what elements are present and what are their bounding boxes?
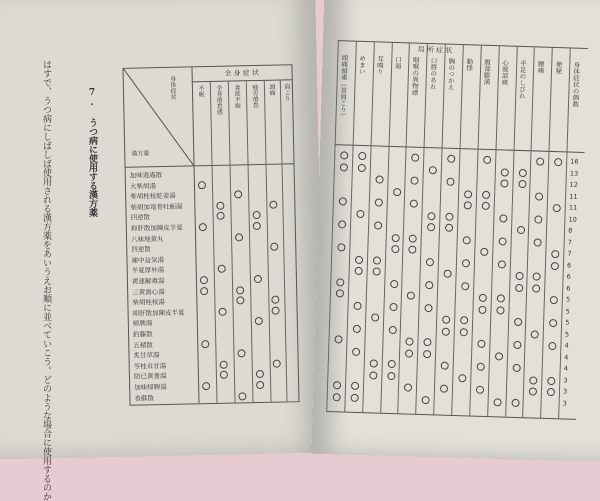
local-symptom-label: 頭痛頭重（首肩こり）: [338, 54, 349, 120]
symptom-count: 10: [568, 215, 577, 224]
section-title: 7. うつ病に使用する漢方薬: [87, 88, 97, 217]
mark-circle: [333, 381, 341, 389]
mark-circle: [514, 318, 522, 326]
mark-circle: [500, 179, 508, 187]
local-symptom-label: 腰痛: [536, 60, 545, 74]
symptom-label: 疲労倦怠: [250, 83, 259, 109]
remedy-name: 三黄瀉心湯: [132, 287, 165, 297]
mark-circle: [513, 341, 521, 349]
mark-circle: [532, 284, 540, 292]
local-symptom-label: 胸のつかえ: [446, 57, 456, 91]
remedy-name: 防已黄耆湯: [133, 372, 167, 382]
mark-circle: [254, 275, 262, 283]
remedy-name: 帰脾湯: [132, 319, 153, 329]
remedy-name: 柴胡桂枝湯: [132, 298, 165, 307]
mark-circle: [353, 324, 361, 332]
mark-circle: [235, 233, 243, 241]
local-symptom-label: 心窩部痛: [500, 59, 510, 86]
mark-circle: [272, 306, 280, 314]
symptom-count: 3: [562, 387, 568, 396]
mark-circle: [548, 342, 556, 350]
symptom-label: 肩こり: [282, 83, 291, 102]
mark-circle: [442, 327, 450, 335]
mark-circle: [445, 224, 453, 232]
mark-circle: [253, 211, 261, 219]
mark-circle: [337, 243, 345, 251]
mark-circle: [371, 313, 379, 321]
mark-circle: [429, 166, 437, 174]
mark-circle: [220, 371, 228, 379]
symptom-count: 4: [564, 341, 569, 350]
symptom-count: 5: [565, 318, 570, 327]
mark-circle: [518, 168, 526, 176]
mark-circle: [458, 374, 466, 382]
mark-circle: [533, 272, 541, 280]
mark-circle: [535, 215, 543, 223]
local-symptom-label: 口渇: [393, 55, 402, 70]
mark-circle: [358, 163, 366, 171]
mark-circle: [340, 163, 348, 171]
mark-circle: [387, 371, 395, 379]
remedy-name: 抑肝散加陳皮半夏: [132, 308, 185, 318]
symptom-label: 不眠: [196, 85, 205, 98]
local-symptom-label: めまい: [357, 54, 367, 75]
mark-circle: [464, 190, 472, 198]
mark-circle: [518, 180, 526, 188]
mark-circle: [425, 304, 433, 312]
mark-circle: [460, 316, 468, 324]
mark-circle: [534, 238, 542, 246]
mark-circle: [339, 197, 347, 205]
remedy-name: 柴胡桂枝乾姜湯: [130, 191, 176, 201]
mark-circle: [516, 226, 524, 234]
remedy-name: 加味帰脾湯: [134, 382, 167, 392]
mark-circle: [445, 212, 453, 220]
remedy-name: 黄連解毒湯: [131, 276, 165, 286]
mark-circle: [441, 362, 449, 370]
mark-circle: [551, 250, 559, 258]
remedy-name: 苓桂朮甘湯: [133, 361, 167, 371]
mark-circle: [422, 395, 430, 403]
symptom-count: 3: [563, 375, 568, 385]
mark-circle: [217, 212, 225, 220]
mark-circle: [352, 347, 360, 355]
remedy-name: 補中益気湯: [131, 255, 165, 265]
header-remedy: 漢方薬: [131, 150, 150, 158]
mark-circle: [481, 202, 489, 210]
mark-circle: [356, 209, 364, 217]
mark-circle: [511, 398, 519, 406]
mark-circle: [496, 306, 504, 314]
mark-circle: [354, 267, 362, 275]
mark-circle: [372, 267, 380, 275]
symptom-count: 7: [567, 237, 573, 247]
mark-circle: [447, 155, 455, 163]
mark-circle: [256, 370, 264, 378]
mark-circle: [255, 317, 263, 325]
mark-circle: [351, 382, 359, 390]
mark-circle: [200, 276, 208, 284]
mark-circle: [336, 278, 344, 286]
mark-circle: [410, 200, 418, 208]
mark-circle: [405, 349, 413, 357]
symptom-count: 8: [568, 226, 573, 235]
mark-circle: [515, 272, 523, 280]
mark-circle: [338, 220, 346, 228]
mark-circle: [391, 245, 399, 253]
mark-circle: [440, 385, 448, 393]
mark-circle: [426, 258, 434, 266]
mark-circle: [460, 328, 468, 336]
mark-circle: [476, 386, 484, 394]
mark-circle: [446, 178, 454, 186]
mark-circle: [547, 388, 555, 396]
symptom-count: 5: [565, 306, 570, 316]
remedy-name: 四逆散: [130, 213, 151, 223]
mark-circle: [375, 175, 383, 183]
mark-circle: [550, 296, 558, 304]
mark-circle: [406, 337, 414, 345]
mark-circle: [237, 349, 245, 357]
mark-circle: [500, 168, 508, 176]
remedy-name: 四逆散: [131, 245, 151, 254]
mark-circle: [369, 359, 377, 367]
header-symptom: 身体症状: [168, 75, 177, 100]
mark-circle: [216, 202, 224, 210]
mark-circle: [530, 376, 538, 384]
mark-circle: [480, 248, 488, 256]
remedy-name: 五積散: [133, 340, 153, 350]
symptom-count: 4: [564, 352, 569, 362]
mark-circle: [444, 270, 452, 278]
symptom-count: 11: [568, 203, 578, 212]
mark-circle: [199, 223, 207, 231]
mark-circle: [462, 259, 470, 267]
symptom-label: 食欲不振: [232, 84, 241, 109]
mark-circle: [551, 261, 559, 269]
mark-circle: [553, 204, 561, 212]
mark-circle: [270, 243, 278, 251]
mark-circle: [493, 398, 501, 406]
mark-circle: [425, 281, 433, 289]
mark-circle: [387, 360, 395, 368]
symptom-label: 全身倦怠感: [214, 84, 223, 115]
mark-circle: [498, 237, 506, 245]
mark-circle: [234, 191, 242, 199]
mark-circle: [374, 198, 382, 206]
right-table: [326, 40, 588, 420]
symptom-count: 11: [569, 192, 578, 201]
left-table: [122, 64, 299, 405]
local-symptom-label: 動悸: [464, 58, 474, 72]
mark-circle: [374, 221, 382, 229]
symptom-count: 5: [565, 295, 571, 304]
mark-circle: [535, 192, 543, 200]
local-symptom-label: 耳鳴り: [375, 55, 385, 76]
mark-circle: [373, 256, 381, 264]
mark-circle: [201, 340, 209, 348]
mark-circle: [200, 287, 208, 295]
symptom-count: 6: [566, 283, 571, 293]
mark-circle: [353, 301, 361, 309]
mark-circle: [497, 260, 505, 268]
remedy-name: 加味逍遙散: [129, 171, 163, 180]
remedy-name: 香蘇散: [134, 393, 154, 403]
mark-circle: [350, 393, 358, 401]
mark-circle: [496, 294, 504, 302]
symptom-count: 6: [566, 260, 572, 270]
mark-circle: [369, 371, 377, 379]
mark-circle: [427, 223, 435, 231]
mark-circle: [271, 296, 279, 304]
mark-circle: [269, 200, 277, 208]
mark-circle: [332, 393, 340, 401]
mark-circle: [512, 364, 520, 372]
local-symptom-label: 腹部膨満: [482, 58, 492, 85]
mark-circle: [389, 302, 397, 310]
local-symptom-label: 咽喉の異物感: [410, 56, 420, 96]
mark-circle: [334, 335, 342, 343]
mark-circle: [464, 201, 472, 209]
local-symptom-label: 便秘: [554, 60, 563, 75]
remedy-name: 炙甘草湯: [133, 351, 160, 360]
mark-circle: [424, 338, 432, 346]
mark-circle: [238, 392, 246, 400]
mark-circle: [479, 294, 487, 302]
mark-circle: [273, 359, 281, 367]
remedy-name: 半夏厚朴湯: [131, 266, 165, 276]
mark-circle: [336, 289, 344, 297]
mark-circle: [391, 233, 399, 241]
mark-circle: [482, 190, 490, 198]
symptom-group-left: 全 身 症 状: [191, 65, 291, 82]
mark-circle: [407, 291, 415, 299]
mark-circle: [198, 181, 206, 189]
mark-circle: [358, 152, 366, 160]
mark-circle: [529, 387, 537, 395]
mark-circle: [253, 222, 261, 230]
mark-circle: [388, 325, 396, 333]
mark-circle: [390, 279, 398, 287]
symptom-count: 3: [562, 398, 568, 408]
mark-circle: [236, 286, 244, 294]
symptom-count: 16: [570, 157, 579, 166]
symptom-count: 13: [569, 169, 579, 178]
mark-circle: [409, 234, 417, 242]
mark-circle: [462, 236, 470, 244]
remedy-name: 釣藤散: [132, 330, 153, 339]
mark-circle: [423, 350, 431, 358]
mark-circle: [515, 283, 523, 291]
mark-circle: [220, 360, 228, 368]
remedy-name: 八味地黄丸: [130, 234, 164, 244]
local-symptom-label: 口唇のあれ: [428, 57, 438, 90]
local-symptom-label: 手足のしびれ: [517, 59, 527, 100]
mark-circle: [483, 156, 491, 164]
symptom-count: 4: [563, 364, 569, 373]
mark-circle: [393, 187, 401, 195]
remedy-name: 大柴胡湯: [129, 181, 157, 191]
mark-circle: [461, 282, 469, 290]
symptom-label: 頭痛: [267, 83, 276, 96]
local-symptom-label: 身体症状の個数: [571, 61, 581, 108]
remedy-name: 柴胡加竜骨牡蛎湯: [130, 202, 183, 212]
mark-circle: [355, 255, 363, 263]
symptom-count: 12: [569, 180, 579, 189]
symptom-count: 6: [566, 272, 571, 281]
symptom-count: 5: [564, 329, 570, 339]
symptom-count: 7: [567, 249, 572, 258]
mark-circle: [476, 363, 484, 371]
remedy-name: 抑肝散加陳皮半夏: [130, 223, 183, 233]
mark-circle: [256, 381, 264, 389]
mark-circle: [411, 154, 419, 162]
mark-circle: [409, 245, 417, 253]
mark-circle: [547, 376, 555, 384]
mark-circle: [202, 382, 210, 390]
mark-circle: [442, 316, 450, 324]
mark-circle: [428, 212, 436, 220]
mark-circle: [549, 319, 557, 327]
mark-circle: [495, 352, 503, 360]
mark-circle: [531, 330, 539, 338]
mark-circle: [554, 158, 562, 166]
symptom-group-right: 局 所 症 状: [417, 45, 453, 55]
mark-circle: [340, 151, 348, 159]
mark-circle: [236, 297, 244, 305]
left-body-text: はすで、うつ病にしばしば使用される漢方薬をあいうえお順に並べていこう。どのような場合に使用するのか: [41, 60, 51, 501]
mark-circle: [536, 157, 544, 165]
mark-circle: [219, 307, 227, 315]
mark-circle: [477, 340, 485, 348]
mark-circle: [478, 305, 486, 313]
mark-circle: [499, 214, 507, 222]
mark-circle: [411, 177, 419, 185]
mark-circle: [218, 265, 226, 273]
mark-circle: [404, 383, 412, 391]
